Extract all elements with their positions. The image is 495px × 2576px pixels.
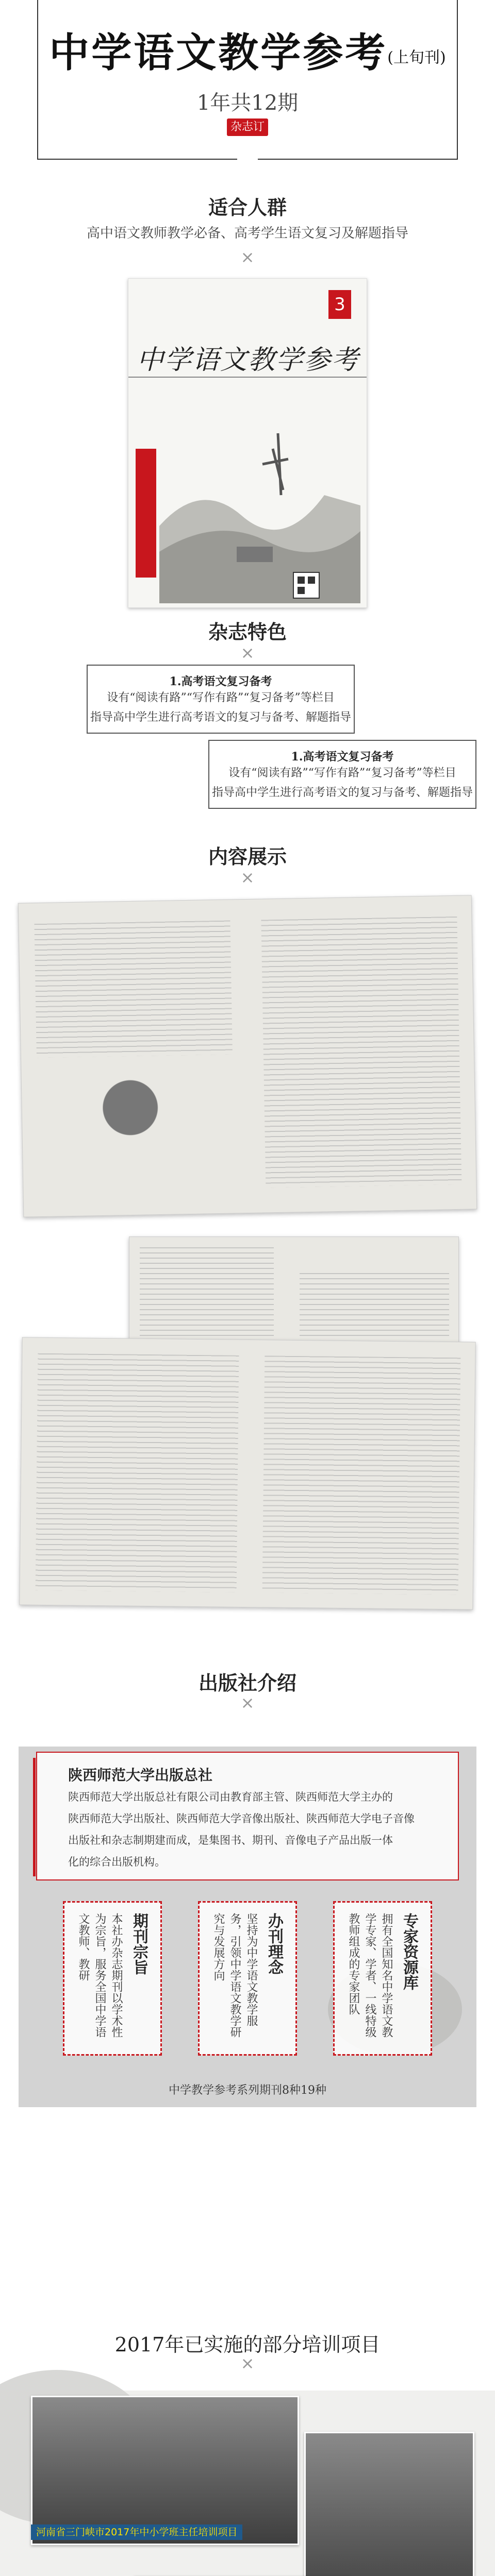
photo-caption: 河南省三门峡市2017年中小学班主任培训项目 [31,2524,242,2540]
text-block [36,1353,239,1592]
publisher-intro-line: 出版社和杂志制期建而成，是集图书、期刊、音像电子产品出版一体 [68,1834,393,1846]
header-frame-gap [237,155,258,165]
feature-card-title: 1.高考语文复习备考 [169,675,272,688]
publisher-box-3 [333,1901,432,2056]
divider-x-icon: × [240,247,255,267]
feature-card-line: 指导高中学生进行高考语文的复习与备考、解题指导 [90,711,351,724]
publisher-intro-card [36,1752,459,1880]
text-block [34,921,232,1058]
publisher-footer: 中学教学参考系列期刊8种19种 [169,2084,326,2097]
issue-frequency: 1年共12期 [196,91,299,115]
page-title [0,21,495,78]
page-title-text: 中学语文教学参考 [49,29,388,76]
publisher-box-title: 办刊理念 [265,1913,283,1975]
content-spread-1 [18,895,477,1217]
publisher-intro-line: 陕西师范大学出版总社有限公司由教育部主管、陕西师范大学主办的 [68,1791,393,1803]
feature-card-line: 指导高中学生进行高考语文的复习与备考、解题指导 [211,786,473,799]
publisher-box-title: 期刊宗旨 [130,1913,148,1975]
text-block [262,1355,461,1595]
feature-card [208,740,476,809]
publisher-box-2 [198,1901,297,2056]
tree-illustration [83,1065,177,1170]
publisher-box-text: 坚持为中学语文教学服务，引领中学语文教学研究与发展方向 [212,1913,258,2038]
cover-landscape-image [159,418,360,603]
page-title-suffix: (上旬刊) [387,48,446,67]
cover-red-band [136,449,156,578]
divider-x-icon: × [240,1693,255,1713]
publisher-intro-line: 化的综合出版机构。 [68,1856,166,1868]
publisher-box-text: 本社办杂志期刊以学术性为宗旨，服务全国中学语文教师、教研 [77,1913,123,2038]
publisher-name: 陕西师范大学出版总社 [68,1767,213,1784]
subscribe-badge[interactable]: 杂志订阅 [227,118,268,136]
content-spread-3 [19,1337,475,1609]
feature-card [87,665,355,734]
cover-title: 中学语文教学参考 [136,345,359,376]
divider-x-icon: × [240,868,255,887]
content-title: 内容展示 [208,845,287,868]
text-block [140,1247,274,1340]
publisher-box-title: 专家资源库 [400,1913,418,1990]
feature-card-line: 设有“阅读有路”“写作有路”“复习备考”等栏目 [228,767,456,779]
cover-rule [128,377,367,378]
cover-issue-number: 3 [328,290,351,319]
training-photo [31,2396,299,2545]
training-title: 2017年已实施的部分培训项目 [114,2333,381,2356]
feature-card-line: 设有“阅读有路”“写作有路”“复习备考”等栏目 [107,691,335,704]
audience-description: 高中语文教师教学必备、高考学生语文复习及解题指导 [86,226,408,241]
audience-title: 适合人群 [208,196,287,219]
divider-x-icon: × [240,643,255,663]
text-block [261,917,461,1188]
divider-x-icon: × [240,2353,255,2373]
training-photo [304,2432,474,2576]
magazine-cover [128,278,367,608]
publisher-box-1 [63,1901,162,2056]
publisher-intro-line: 陕西师范大学出版社、陕西师范大学音像出版社、陕西师范大学电子音像 [68,1812,415,1825]
features-title: 杂志特色 [208,620,287,643]
feature-card-title: 1.高考语文复习备考 [291,750,394,764]
publisher-title: 出版社介绍 [198,1671,296,1694]
content-spread-2 [129,1236,459,1350]
publisher-box-text: 拥有全国知名中学语文教学专家、学者、一线特级教师组成的专家团队 [347,1913,393,2038]
card-accent [33,1758,36,1876]
text-block [300,1273,449,1340]
